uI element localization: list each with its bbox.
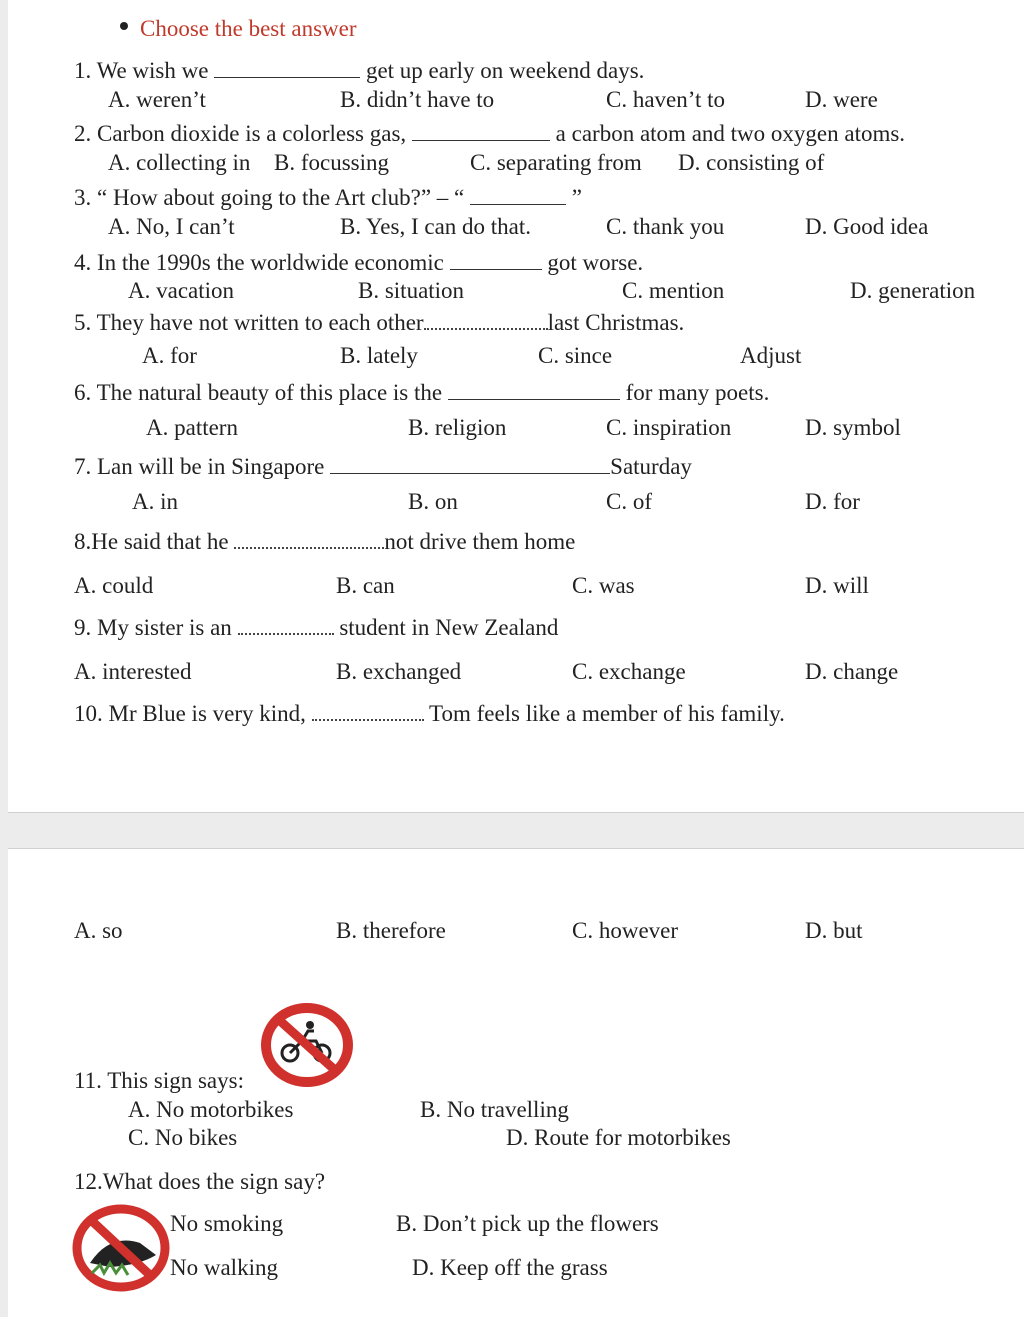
question-5-stem: 5. They have not written to each other last Christmas.	[74, 310, 685, 335]
q4-option-b[interactable]: B. situation	[358, 278, 465, 303]
answer-blank	[424, 312, 548, 330]
q2-option-b[interactable]: B. focussing	[274, 150, 389, 175]
q7-option-b[interactable]: B. on	[408, 489, 458, 514]
q5-option-d[interactable]: Adjust	[740, 343, 802, 368]
q6-option-a[interactable]: A. pattern	[146, 415, 238, 440]
q10-option-c[interactable]: C. however	[572, 918, 679, 943]
question-7-stem: 7. Lan will be in Singapore Saturday	[74, 454, 692, 479]
question-10-stem: 10. Mr Blue is very kind, Tom feels like a member of his family.	[74, 701, 785, 726]
answer-blank	[238, 617, 334, 635]
q3-option-a[interactable]: A. No, I can’t	[108, 214, 235, 239]
q12-option-a[interactable]: No smoking	[170, 1211, 284, 1236]
no-walking-sign-icon	[70, 1203, 172, 1293]
q6-option-d[interactable]: D. symbol	[805, 415, 901, 440]
q6-option-b[interactable]: B. religion	[408, 415, 507, 440]
q4-option-c[interactable]: C. mention	[622, 278, 725, 303]
answer-blank	[330, 457, 610, 474]
question-12-stem: 12.What does the sign say?	[74, 1169, 326, 1194]
q9-option-b[interactable]: B. exchanged	[336, 659, 462, 684]
question-3-stem: 3. “ How about going to the Art club?” – “ ”	[74, 185, 582, 210]
no-motorbike-sign-icon	[260, 1001, 354, 1089]
q3-option-b[interactable]: B. Yes, I can do that.	[340, 214, 532, 239]
q1-option-c[interactable]: C. haven’t to	[606, 87, 726, 112]
q4-option-d[interactable]: D. generation	[850, 278, 976, 303]
q2-option-a[interactable]: A. collecting in	[108, 150, 251, 175]
q11-option-c[interactable]: C. No bikes	[128, 1125, 238, 1150]
answer-blank	[450, 253, 542, 270]
q6-option-c[interactable]: C. inspiration	[606, 415, 732, 440]
question-4-stem: 4. In the 1990s the worldwide economic got worse.	[74, 250, 644, 275]
answer-blank	[312, 703, 424, 721]
q7-option-d[interactable]: D. for	[805, 489, 860, 514]
q5-option-b[interactable]: B. lately	[340, 343, 418, 368]
q9-option-d[interactable]: D. change	[805, 659, 899, 684]
q8-option-a[interactable]: A. could	[74, 573, 154, 598]
q9-option-a[interactable]: A. interested	[74, 659, 192, 684]
answer-blank	[234, 531, 384, 549]
q2-option-c[interactable]: C. separating from	[470, 150, 642, 175]
q2-option-d[interactable]: D. consisting of	[678, 150, 825, 175]
q4-option-a[interactable]: A. vacation	[128, 278, 235, 303]
answer-blank	[470, 188, 566, 205]
q11-option-a[interactable]: A. No motorbikes	[128, 1097, 294, 1122]
q3-option-c[interactable]: C. thank you	[606, 214, 725, 239]
question-6-stem: 6. The natural beauty of this place is the for many poets.	[74, 380, 770, 405]
question-11-stem: 11. This sign says:	[74, 1068, 244, 1093]
q10-option-d[interactable]: D. but	[805, 918, 863, 943]
page-sheet-2	[8, 848, 1024, 1317]
answer-blank	[448, 383, 620, 400]
q5-option-c[interactable]: C. since	[538, 343, 613, 368]
q12-option-c[interactable]: No walking	[170, 1255, 278, 1280]
q12-option-d[interactable]: D. Keep off the grass	[412, 1255, 608, 1280]
q8-option-d[interactable]: D. will	[805, 573, 869, 598]
q11-option-d[interactable]: D. Route for motorbikes	[506, 1125, 731, 1150]
q3-option-d[interactable]: D. Good idea	[805, 214, 929, 239]
question-2-stem: 2. Carbon dioxide is a colorless gas, a carbon atom and two oxygen atoms.	[74, 121, 906, 146]
worksheet-heading: Choose the best answer	[140, 16, 357, 41]
question-9-stem: 9. My sister is an student in New Zealand	[74, 615, 559, 640]
q8-option-c[interactable]: C. was	[572, 573, 635, 598]
q10-option-a[interactable]: A. so	[74, 918, 123, 943]
q1-option-d[interactable]: D. were	[805, 87, 878, 112]
q8-option-b[interactable]: B. can	[336, 573, 395, 598]
q12-option-b[interactable]: B. Don’t pick up the flowers	[396, 1211, 659, 1236]
q11-option-b[interactable]: B. No travelling	[420, 1097, 569, 1122]
bullet-icon	[120, 22, 128, 30]
question-1-stem: 1. We wish we get up early on weekend days.	[74, 58, 645, 83]
q7-option-a[interactable]: A. in	[132, 489, 178, 514]
q9-option-c[interactable]: C. exchange	[572, 659, 686, 684]
page-sheet-1	[8, 0, 1024, 813]
answer-blank	[214, 61, 360, 78]
question-8-stem: 8.He said that he not drive them home	[74, 529, 576, 554]
q10-option-b[interactable]: B. therefore	[336, 918, 446, 943]
q1-option-a[interactable]: A. weren’t	[108, 87, 206, 112]
q1-option-b[interactable]: B. didn’t have to	[340, 87, 495, 112]
q5-option-a[interactable]: A. for	[142, 343, 197, 368]
answer-blank	[412, 124, 550, 141]
q7-option-c[interactable]: C. of	[606, 489, 652, 514]
